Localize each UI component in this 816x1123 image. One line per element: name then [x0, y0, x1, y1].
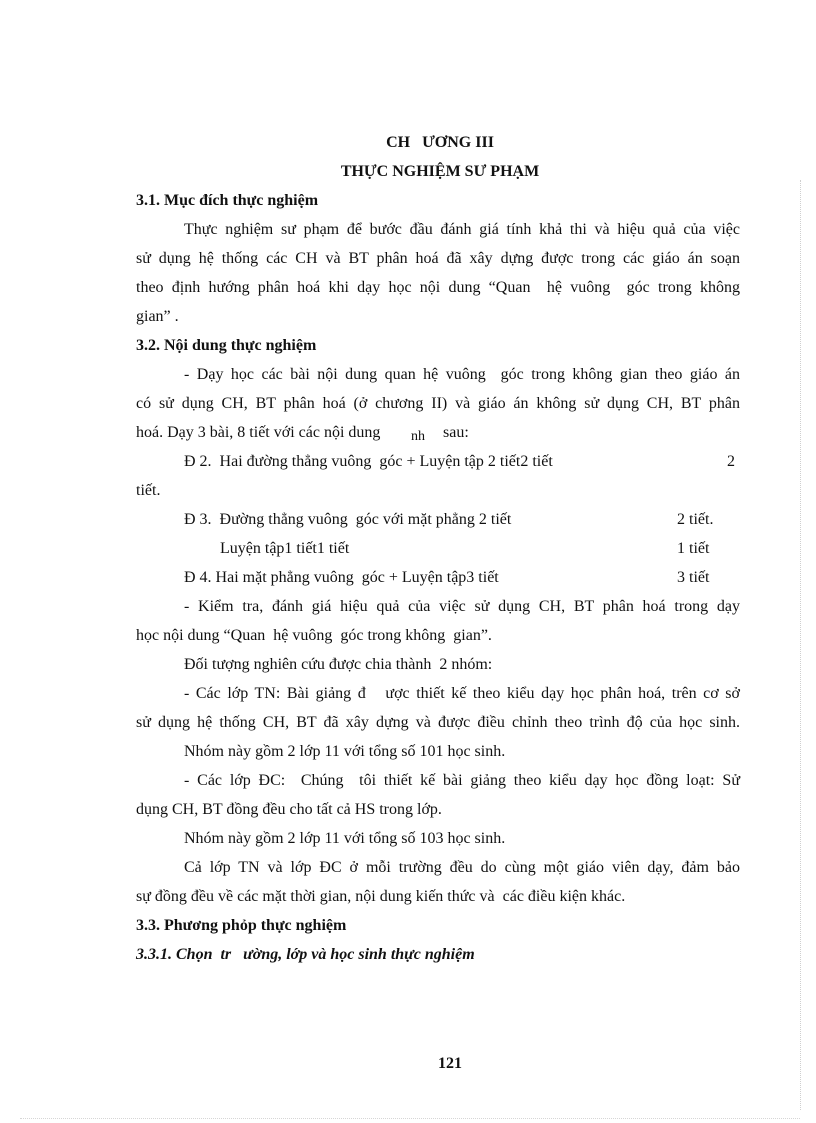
paragraph-line: sử dụng hệ thống CH, BT đã xây dựng và được điều chỉnh theo trình độ của học sinh.	[136, 714, 740, 731]
section-heading-3-2: 3.2. Nội dung thực nghiệm	[136, 337, 317, 354]
paragraph-line: có sử dụng CH, BT phân hoá (ở chương II) và giáo án không sử dụng CH, BT phân	[136, 395, 740, 412]
paragraph-line: sự đồng đều về các mặt thời gian, nội dung kiến thức và các điều kiện khác.	[136, 888, 626, 905]
schedule-item: Đ 3. Đường thẳng vuông góc với mặt phẳng 2 tiết	[184, 511, 512, 528]
paragraph-line: sử dụng hệ thống các CH và BT phân hoá đã xây dựng được trong các giáo án soạn	[136, 250, 740, 267]
paragraph-line: - Các lớp TN: Bài giảng đ ược thiết kế theo kiểu dạy học phân hoá, trên cơ sở	[184, 685, 740, 702]
paragraph-line: dụng CH, BT đồng đều cho tất cả HS trong lớp.	[136, 801, 442, 818]
paragraph-line: - Kiểm tra, đánh giá hiệu quả của việc sử dụng CH, BT phân hoá trong dạy	[184, 598, 740, 615]
paragraph-line: theo định hướng phân hoá khi dạy học nội dung “Quan hệ vuông góc trong không	[136, 279, 740, 296]
page-number: 121	[438, 1055, 462, 1072]
paragraph-fragment: sau:	[443, 424, 469, 441]
schedule-item-periods: 2 tiết.	[677, 511, 714, 528]
margin-guide-vertical	[800, 180, 801, 1110]
paragraph-line: - Các lớp ĐC: Chúng tôi thiết kế bài giảng theo kiểu dạy học đồng loạt: Sử	[184, 772, 740, 789]
schedule-item-periods: 3 tiết	[677, 569, 710, 586]
section-heading-3-3: 3.3. Phương phỏp thực nghiệm	[136, 917, 347, 934]
paragraph-line: Nhóm này gồm 2 lớp 11 với tổng số 101 học sinh.	[184, 743, 506, 760]
paragraph-line: Đối tượng nghiên cứu được chia thành 2 nhóm:	[184, 656, 493, 673]
paragraph-line: Cả lớp TN và lớp ĐC ở mỗi trường đều do cùng một giáo viên dạy, đảm bảo	[184, 859, 740, 876]
chapter-subtitle: THỰC NGHIỆM SƯ PHẠM	[340, 163, 540, 180]
section-heading-3-1: 3.1. Mục đích thực nghiệm	[136, 192, 319, 209]
paragraph-fragment: nh	[411, 429, 425, 444]
schedule-item: tiết.	[136, 482, 161, 499]
paragraph-line: học nội dung “Quan hệ vuông góc trong không gian”.	[136, 627, 492, 644]
margin-guide-horizontal	[20, 1118, 800, 1119]
chapter-title: CH ƯƠNG III	[386, 134, 494, 151]
paragraph-line: Thực nghiệm sư phạm để bước đầu đánh giá tính khả thi và hiệu quả của việc	[184, 221, 740, 238]
schedule-item: Đ 2. Hai đường thẳng vuông góc + Luyện tập 2 tiết2 tiết	[184, 453, 553, 470]
schedule-item: Luyện tập1 tiết1 tiết	[220, 540, 350, 557]
paragraph-line: gian” .	[136, 308, 179, 325]
schedule-item: Đ 4. Hai mặt phẳng vuông góc + Luyện tập3 tiết	[184, 569, 499, 586]
schedule-item-periods: 1 tiết	[677, 540, 710, 557]
paragraph-line: - Dạy học các bài nội dung quan hệ vuông góc trong không gian theo giáo án	[184, 366, 740, 383]
schedule-item-periods: 2	[727, 453, 735, 470]
paragraph-line: Nhóm này gồm 2 lớp 11 với tổng số 103 học sinh.	[184, 830, 506, 847]
subsection-heading-3-3-1: 3.3.1. Chọn tr ường, lớp và học sinh thực nghiệm	[136, 946, 475, 963]
paragraph-line: hoá. Dạy 3 bài, 8 tiết với các nội dung	[136, 424, 381, 441]
